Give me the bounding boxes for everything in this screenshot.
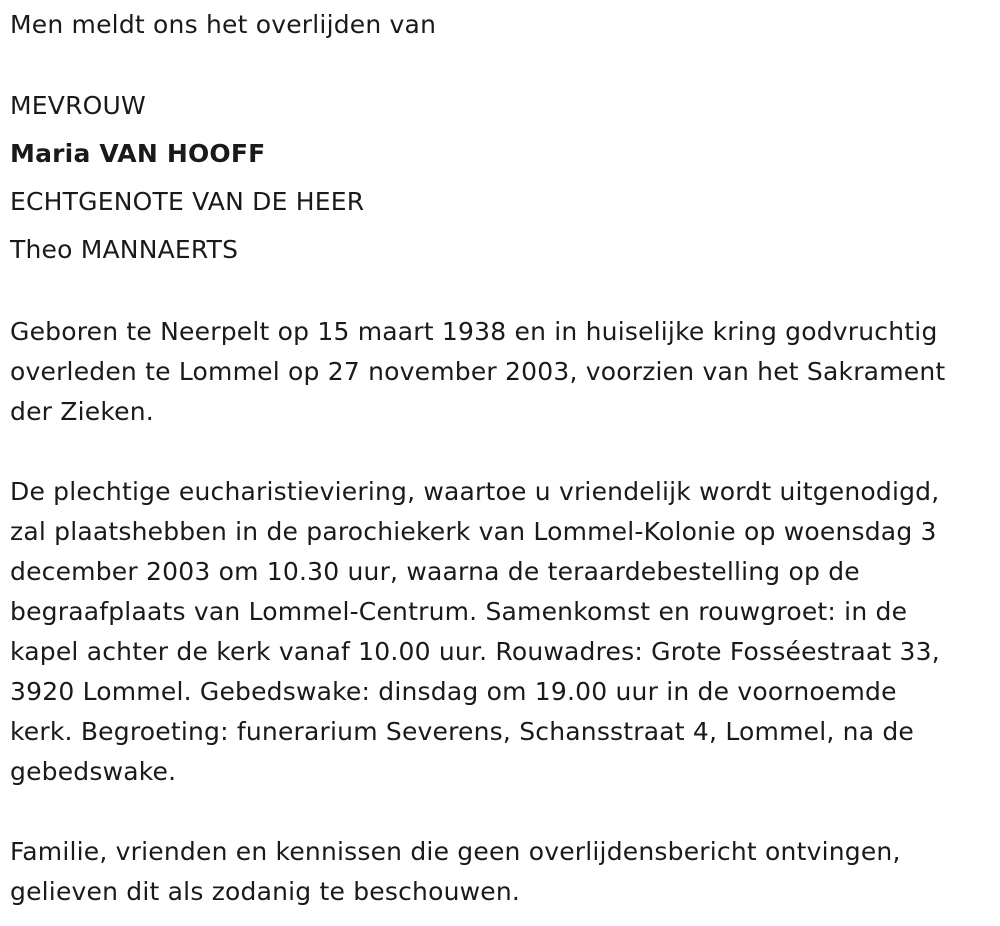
paragraph-line: gelieven dit als zodanig te beschouwen. xyxy=(10,877,521,906)
paragraph-line: overleden te Lommel op 27 november 2003, voorzien van het Sakrament xyxy=(10,357,946,386)
paragraph-line: kapel achter de kerk vanaf 10.00 uur. Rouwadres: Grote Fosséestraat 33, xyxy=(10,637,940,666)
paragraph-line: der Zieken. xyxy=(10,397,154,426)
relation-text: ECHTGENOTE VAN DE HEER xyxy=(10,187,365,216)
closing-paragraph xyxy=(10,832,990,912)
obituary-document xyxy=(10,0,990,912)
ceremony-paragraph xyxy=(10,472,990,792)
paragraph-line: december 2003 om 10.30 uur, waarna de teraardebestelling op de xyxy=(10,557,860,586)
paragraph-line: Geboren te Neerpelt op 15 maart 1938 en in huiselijke kring godvruchtig xyxy=(10,317,938,346)
paragraph-line: 3920 Lommel. Gebedswake: dinsdag om 19.00 uur in de voornoemde xyxy=(10,677,897,706)
paragraph-line: zal plaatshebben in de parochiekerk van Lommel-Kolonie op woensdag 3 xyxy=(10,517,937,546)
spacer xyxy=(10,50,990,82)
honorific-title: MEVROUW xyxy=(10,91,146,120)
paragraph-line: begraafplaats van Lommel-Centrum. Samenkomst en rouwgroet: in de xyxy=(10,597,908,626)
paragraph-line: gebedswake. xyxy=(10,757,177,786)
spacer xyxy=(10,432,990,472)
spacer xyxy=(10,792,990,832)
spouse-name: Theo MANNAERTS xyxy=(10,235,239,264)
intro-text: Men meldt ons het overlijden van xyxy=(10,10,437,39)
spacer xyxy=(10,274,990,312)
deceased-name: Maria VAN HOOFF xyxy=(10,139,266,168)
paragraph-line: Familie, vrienden en kennissen die geen overlijdensbericht ontvingen, xyxy=(10,837,901,866)
paragraph-line: kerk. Begroeting: funerarium Severens, Schansstraat 4, Lommel, na de xyxy=(10,717,915,746)
paragraph-line: De plechtige eucharistieviering, waartoe u vriendelijk wordt uitgenodigd, xyxy=(10,477,940,506)
birth-death-paragraph xyxy=(10,312,990,432)
